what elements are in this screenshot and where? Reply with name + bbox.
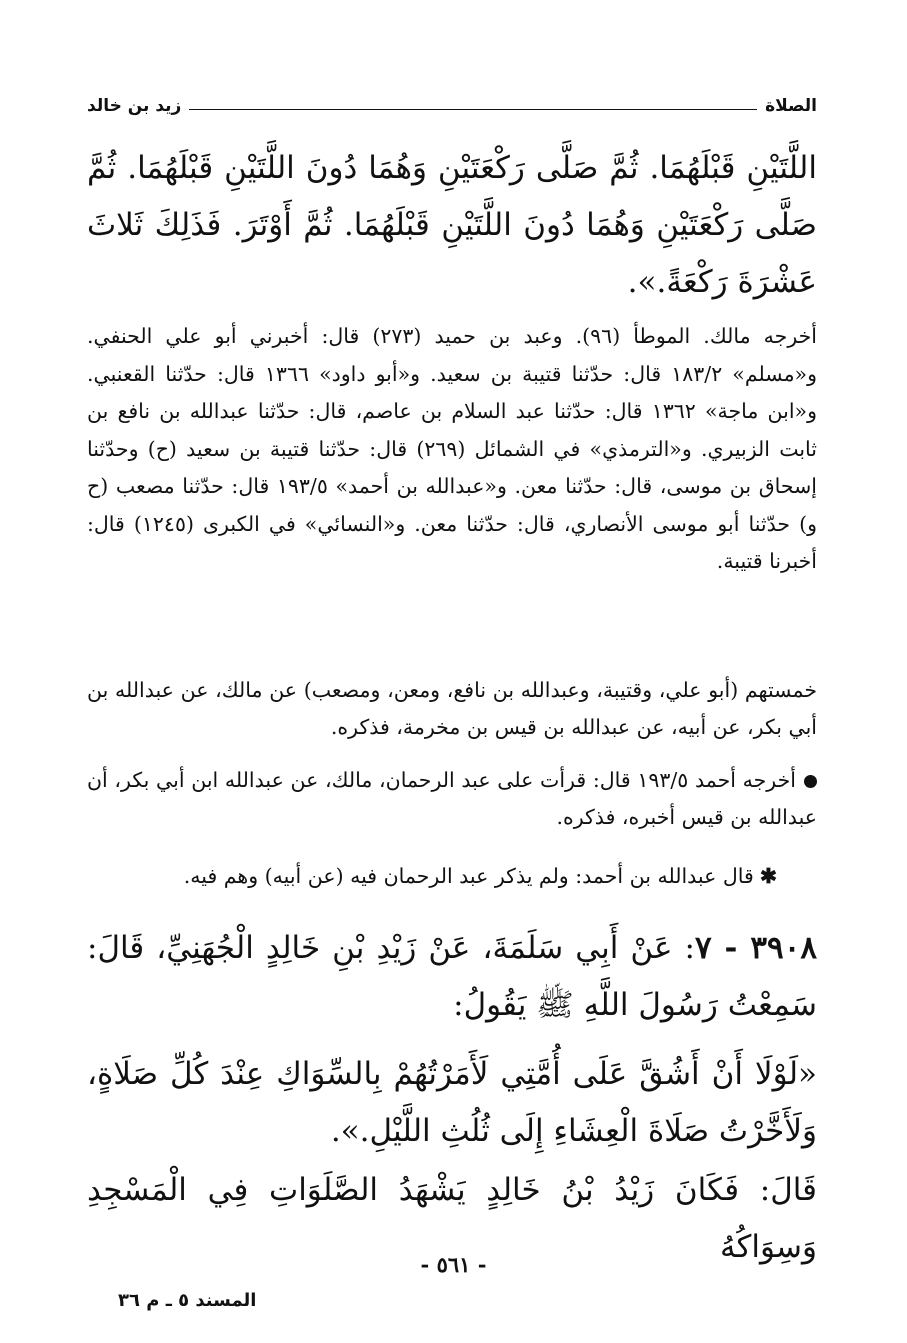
page-number: - ٥٦١ - xyxy=(420,1252,487,1277)
chain-summary: خمستهم (أبو علي، وقتيبة، وعبدالله بن نافع، ومعن، ومصعب) عن مالك، عن عبدالله بن أبي بكر، عن أبيه، عن عبدالله بن قيس بن مخرمة، فذكره. xyxy=(87,678,817,739)
ahmad-note xyxy=(87,762,817,836)
asterisk-icon: ✱ xyxy=(759,864,777,888)
hadith-3908-continuation: قَالَ: فَكَانَ زَيْدُ بْنُ خَالِدٍ يَشْهَدُ الصَّلَوَاتِ فِي الْمَسْجِدِ وَسِوَاكُهُ xyxy=(87,1172,817,1265)
printer-signature: المسند ٥ ـ م ٣٦ xyxy=(118,1290,257,1311)
abdullah-comment xyxy=(87,858,817,895)
header-rule xyxy=(189,109,757,110)
header-narrator: زيد بن خالد xyxy=(87,96,182,116)
running-header xyxy=(87,92,817,116)
ahmad-note-text: أخرجه أحمد ١٩٣/٥ قال: قرأت على عبد الرحمان، مالك، عن عبدالله ابن أبي بكر، أن عبدالله بن قيس أخبره، فذكره. xyxy=(87,768,817,829)
abdullah-comment-text: قال عبدالله بن أحمد: ولم يذكر عبد الرحمان فيه (عن أبيه) وهم فيه. xyxy=(183,864,754,888)
hadith-isnad: : عَنْ أَبِي سَلَمَةَ، عَنْ زَيْدِ بْنِ خَالِدٍ الْجُهَنِيِّ، قَالَ: سَمِعْتُ رَسُولَ اللَّهِ ﷺ يَقُولُ: xyxy=(87,930,817,1023)
bullet-icon xyxy=(804,775,817,788)
hadith-number: ٣٩٠٨ - ٧ xyxy=(694,930,817,966)
hadith-3908-matn: «لَوْلَا أَنْ أَشُقَّ عَلَى أُمَّتِي لَأَمَرْتُهُمْ بِالسِّوَاكِ عِنْدَ كُلِّ صَلَاةٍ، وَلَأَخَّرْتُ صَلَاةَ الْعِشَاءِ إِلَى ثُلُثِ اللَّيْلِ.». xyxy=(87,1056,817,1149)
header-chapter: الصلاة xyxy=(765,96,817,116)
hadith-continuation: اللَّتَيْنِ قَبْلَهُمَا. ثُمَّ صَلَّى رَكْعَتَيْنِ وَهُمَا دُونَ اللَّتَيْنِ قَبْلَهُمَا. ثُمَّ صَلَّى رَكْعَتَيْنِ وَهُمَا دُونَ اللَّتَيْنِ قَبْلَهُمَا. ثُمَّ أَوْتَرَ. فَذَلِكَ ثَلاثَ عَشْرَةَ رَكْعَةً.». xyxy=(87,150,817,300)
takhrij-paragraph: أخرجه مالك. الموطأ (٩٦). وعبد بن حميد (٢٧٣) قال: أخبرني أبو علي الحنفي. و«مسلم» ١٨٣/٢ قال: حدّثنا قتيبة بن سعيد. و«أبو داود» ١٣٦٦ قال: حدّثنا القعنبي. و«ابن ماجة» ١٣٦٢ قال: حدّثنا عبد السلام بن عاصم، قال: حدّثنا عبدالله بن نافع بن ثابت الزبيري. و«الترمذي» في الشمائل (٢٦٩) قال: حدّثنا قتيبة بن سعيد (ح) وحدّثنا إسحاق بن موسى، قال: حدّثنا معن. و«عبدالله بن أحمد» ١٩٣/٥ قال: حدّثنا مصعب (ح و) حدّثنا أبو موسى الأنصاري، قال: حدّثنا معن. و«النسائي» في الكبرى (١٢٤٥) قال: أخبرنا قتيبة. xyxy=(87,324,818,573)
hadith-3908-isnad xyxy=(87,920,817,1034)
